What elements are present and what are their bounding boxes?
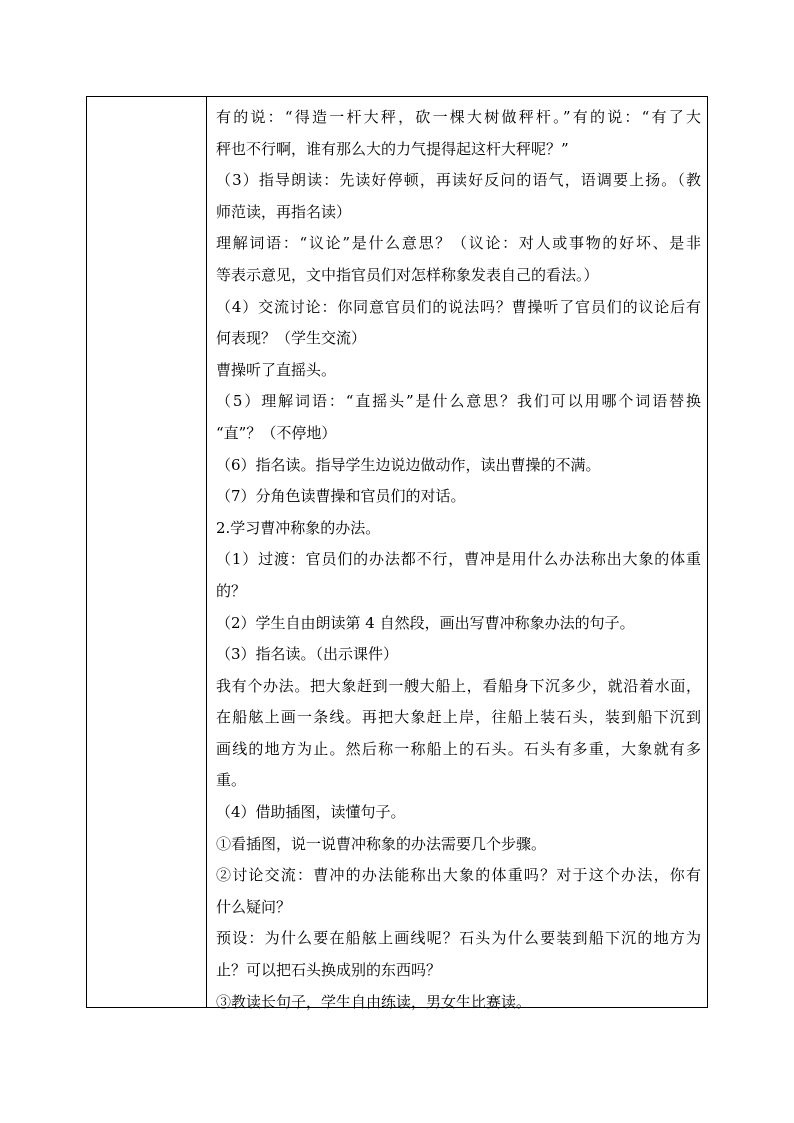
text-line: ③教读长句子，学生自由练读，男女生比赛读。 bbox=[216, 992, 532, 1011]
text-line: （4）借助插图，读懂句子。 bbox=[216, 803, 406, 822]
text-line: （3）指导朗读：先读好停顿，再读好反问的语气，语调要上扬。（教 bbox=[216, 171, 701, 190]
text-line: 师范读，再指名读） bbox=[216, 202, 352, 221]
text-line: 有的说：“得造一杆大秤，砍一棵大树做秤杆。”有的说：“有了大 bbox=[216, 108, 701, 126]
text-line: ②讨论交流：曹冲的办法能称出大象的体重吗？对于这个办法，你有 bbox=[216, 866, 701, 885]
text-line: “直”？（不停地） bbox=[216, 423, 337, 442]
text-line: （4）交流讨论：你同意官员们的说法吗？曹操听了官员们的议论后有 bbox=[216, 297, 701, 316]
text-line: 秤也不行啊，谁有那么大的力气提得起这杆大秤呢？” bbox=[216, 139, 569, 158]
text-line: （5）理解词语：“直摇头”是什么意思？我们可以用哪个词语替换 bbox=[216, 392, 701, 411]
text-line: 曹操听了直摇头。 bbox=[216, 360, 337, 379]
text-line: 画线的地方为止。然后称一称船上的石头。石头有多重，大象就有多 bbox=[216, 739, 701, 758]
table-left-cell bbox=[87, 97, 207, 1007]
text-line: 的？ bbox=[216, 581, 247, 600]
text-line: 何表现？（学生交流） bbox=[216, 329, 367, 348]
lesson-table bbox=[86, 96, 708, 1011]
text-line: （6）指名读。指导学生边说边做动作，读出曹操的不满。 bbox=[216, 455, 601, 474]
text-line: （7）分角色读曹操和官员们的对话。 bbox=[216, 487, 466, 506]
text-line: 预设：为什么要在船舷上画线呢？石头为什么要装到船下沉的地方为 bbox=[216, 929, 701, 948]
text-line: 在船舷上画一条线。再把大象赶上岸，往船上装石头，装到船下沉到 bbox=[216, 708, 701, 727]
text-line: ①看插图，说一说曹冲称象的办法需要几个步骤。 bbox=[216, 834, 547, 853]
text-line: 2.学习曹冲称象的办法。 bbox=[216, 518, 381, 537]
text-line: （3）指名读。（出示课件） bbox=[216, 645, 399, 664]
text-line: 等表示意见，文中指官员们对怎样称象发表自己的看法。） bbox=[216, 265, 599, 284]
text-line: 理解词语：“议论”是什么意思？（议论：对人或事物的好坏、是非 bbox=[216, 234, 701, 253]
text-line: （2）学生自由朗读第 4 自然段，画出写曹冲称象办法的句子。 bbox=[216, 613, 635, 632]
text-line: 我有个办法。把大象赶到一艘大船上，看船身下沉多少，就沿着水面， bbox=[216, 676, 701, 695]
text-line: 重。 bbox=[216, 771, 247, 790]
text-line: 什么疑问？ bbox=[216, 897, 292, 916]
table-content-cell bbox=[207, 97, 707, 1011]
text-line: （1）过渡：官员们的办法都不行，曹冲是用什么办法称出大象的体重 bbox=[216, 550, 701, 569]
text-line: 止？可以把石头换成别的东西吗？ bbox=[216, 961, 442, 980]
